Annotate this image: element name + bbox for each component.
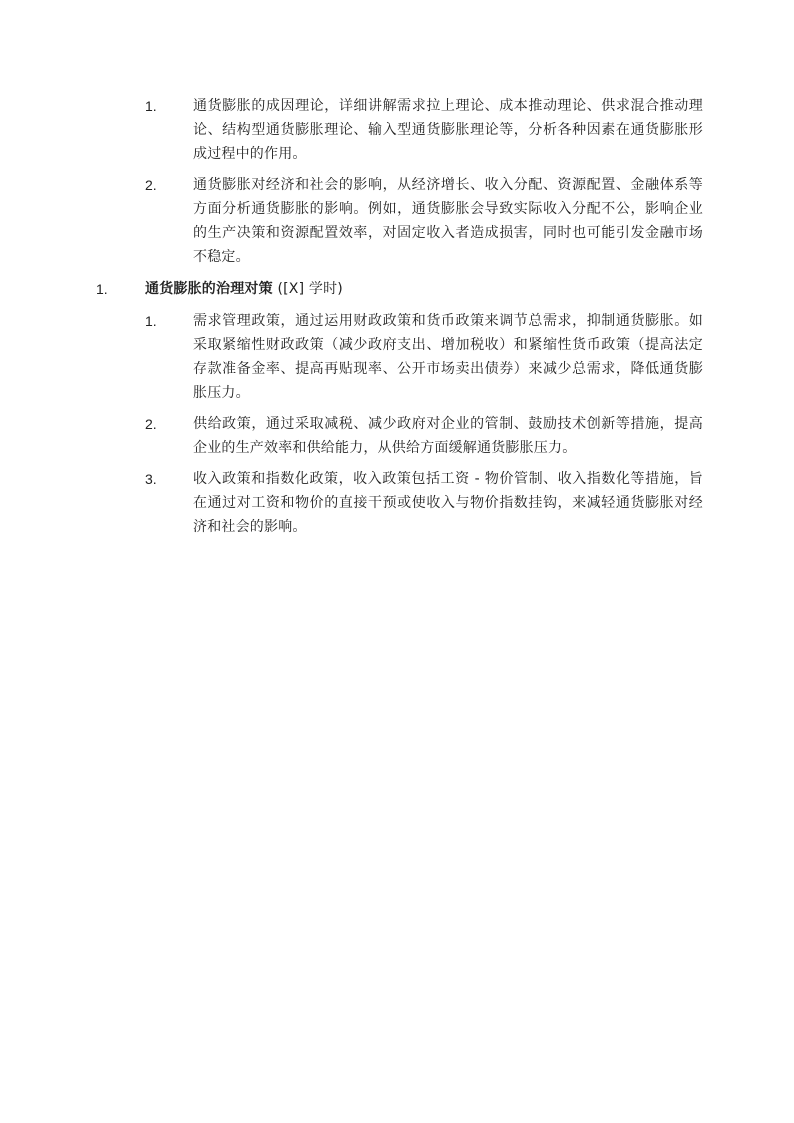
list-item-number: 2. xyxy=(145,416,157,432)
section-heading-text xyxy=(145,277,705,301)
list-item-number: 2. xyxy=(145,177,157,193)
section-heading-number: 1. xyxy=(96,281,108,297)
list-item-text: 供给政策，通过采取减税、减少政府对企业的管制、鼓励技术创新等措施，提高企业的生产效率和供给能力，从供给方面缓解通货膨胀压力。 xyxy=(193,416,703,456)
section-heading-hours: ([X] 学时) xyxy=(277,281,343,297)
section-heading-title: 通货膨胀的治理对策 xyxy=(145,281,273,297)
list-item-text: 通货膨胀的成因理论，详细讲解需求拉上理论、成本推动理论、供求混合推动理论、结构型通货膨胀理论、输入型通货膨胀理论等，分析各种因素在通货膨胀形成过程中的作用。 xyxy=(193,98,703,162)
list-item-number: 1. xyxy=(145,313,157,329)
list-item-text: 需求管理政策，通过运用财政政策和货币政策来调节总需求，抑制通货膨胀。如采取紧缩性财政政策（减少政府支出、增加税收）和紧缩性货币政策（提高法定存款准备金率、提高再贴现率、公开市场卖出债券）来减少总需求，降低通货膨胀压力。 xyxy=(193,313,703,401)
list-item-text: 收入政策和指数化政策，收入政策包括工资 - 物价管制、收入指数化等措施，旨在通过对工资和物价的直接干预或使收入与物价指数挂钩，来减轻通货膨胀对经济和社会的影响。 xyxy=(193,471,703,535)
list-item-number: 1. xyxy=(145,98,157,114)
list-item-number: 3. xyxy=(145,471,157,487)
list-item-text: 通货膨胀对经济和社会的影响，从经济增长、收入分配、资源配置、金融体系等方面分析通货膨胀的影响。例如，通货膨胀会导致实际收入分配不公，影响企业的生产决策和资源配置效率，对固定收入者造成损害，同时也可能引发金融市场不稳定。 xyxy=(193,177,703,265)
